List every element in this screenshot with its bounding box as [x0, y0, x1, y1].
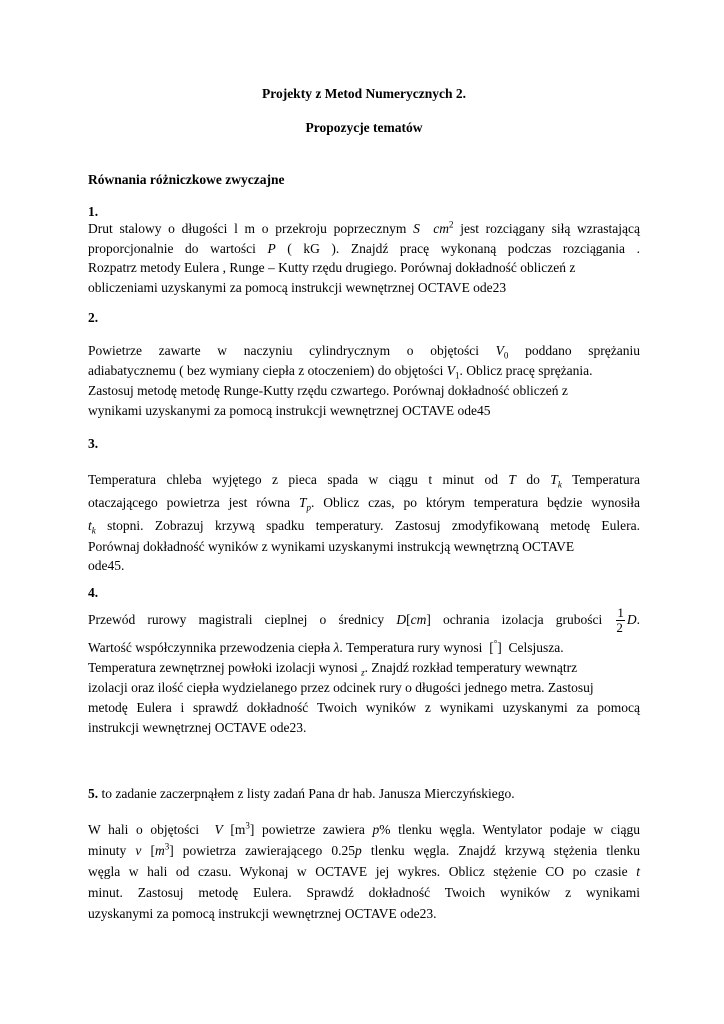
task-5-line-4: minut. Zastosuj metodę Eulera. Sprawdź dokładność Twoich wyników z wynikami	[88, 885, 640, 900]
task-1-line-1: Drut stalowy o długości l m o przekroju poprzecznym S $cm^2$ jest rozciągany siłą wzrastającą	[88, 219, 641, 236]
task-5-intro: 5. to zadanie zaczerpnąłem z listy zadań Pana dr hab. Janusza Mierczyńskiego.	[88, 786, 515, 801]
task-2-line-2: adiabatycznemu ( bez wymiany ciepła z otoczeniem) do objętości $V_1$. Oblicz pracę sprężania.	[88, 363, 593, 381]
task-1-line-4: obliczeniami uzyskanymi za pomocą instrukcji wewnętrznej OCTAVE ode23	[88, 279, 507, 295]
task-4-text	[88, 602, 640, 738]
task-3-text	[88, 468, 640, 575]
task-5-line-1: W hali o objętości V $[m^3]$ powietrze zawiera p% tlenku węgla. Wentylator podaje w ciągu	[88, 820, 641, 837]
task-2-line-3: Zastosuj metodę metodę Runge-Kutty rzędu czwartego. Porównaj dokładność obliczeń z	[88, 383, 568, 398]
document-title: Projekty z Metod Numerycznych 2.	[261, 86, 467, 101]
task-3-line-5: ode45.	[88, 558, 125, 573]
section-heading: Równania różniczkowe zwyczajne	[88, 172, 285, 187]
task-2-number: 2.	[88, 310, 99, 325]
task-2-text	[88, 341, 640, 421]
task-4-line-3: Temperatura zewnętrznej powłoki izolacji wynosi $_z$. Znajdź rozkład temperatury wewnątrz	[88, 660, 578, 678]
task-1-line-3: Rozpatrz metody Eulera , Runge – Kutty rzędu drugiego. Porównaj dokładność obliczeń z	[88, 260, 576, 275]
document-subtitle: Propozycje tematów	[305, 120, 423, 135]
fraction-one-half: $\frac{1}{2}$	[616, 605, 624, 636]
task-1-line-2: proporcjonalnie do wartości P ( kG ). Znajdź pracę wykonaną podczas rozciągania .	[88, 240, 640, 256]
task-3-line-1: Temperatura chleba wyjętego z pieca spada w ciągu t minut od T do $T_k$ Temperatura	[88, 472, 641, 490]
task-4-line-4: izolacji oraz ilość ciepła wydzielanego przez odcinek rury o długości jednego metra. Zastosuj	[88, 680, 594, 695]
task-1-number: 1.	[88, 204, 99, 219]
task-3-line-3: $t_k$ stopni. Zobrazuj krzywą spadku temperatury. Zastosuj zmodyfikowaną metodę Eulera.	[88, 518, 640, 536]
task-4-line-5: metodę Eulera i sprawdź dokładność Twoich wyników z wynikami uzyskanymi za pomocą	[88, 700, 640, 715]
task-2-line-4: wynikami uzyskanymi za pomocą instrukcji wewnętrznej OCTAVE ode45	[88, 403, 491, 418]
task-5-line-3: węgla w hali od czasu. Wykonaj w OCTAVE jej wykres. Oblicz stężenie CO po czasie t	[88, 864, 641, 879]
task-3-number: 3.	[88, 436, 99, 451]
task-3-line-4: Porównaj dokładność wyników z wynikami uzyskanymi instrukcją wewnętrzną OCTAVE	[88, 539, 575, 554]
task-5-line-2: minuty v $[m^3]$ powietrza zawierającego 0.25p tlenku węgla. Znajdź krzywą stężenia tlenku	[88, 841, 641, 858]
task-5-text	[88, 819, 640, 924]
task-3-line-2: otaczającego powietrza jest równa $T_p$. Oblicz czas, po którym temperatura będzie wynosiła	[88, 495, 641, 513]
task-4-line-1: Przewód rurowy magistrali cieplnej o średnicy D[cm] ochrania izolacja grubości $\frac{1}{2}$ D.	[88, 605, 641, 636]
task-5-number: 5.	[88, 786, 99, 801]
task-2-line-1: Powietrze zawarte w naczyniu cylindrycznym o objętości $V_0$ poddano sprężaniu	[88, 343, 641, 361]
task-4-number: 4.	[88, 585, 99, 600]
task-1-text	[88, 219, 640, 297]
task-4-line-2: Wartość współczynnika przewodzenia ciepła λ. Temperatura rury wynosi [°] Celsjusza.	[88, 638, 564, 655]
task-5-line-5: uzyskanymi za pomocą instrukcji wewnętrznej OCTAVE ode23.	[88, 906, 437, 921]
task-4-line-6: instrukcji wewnętrznej OCTAVE ode23.	[88, 720, 307, 735]
